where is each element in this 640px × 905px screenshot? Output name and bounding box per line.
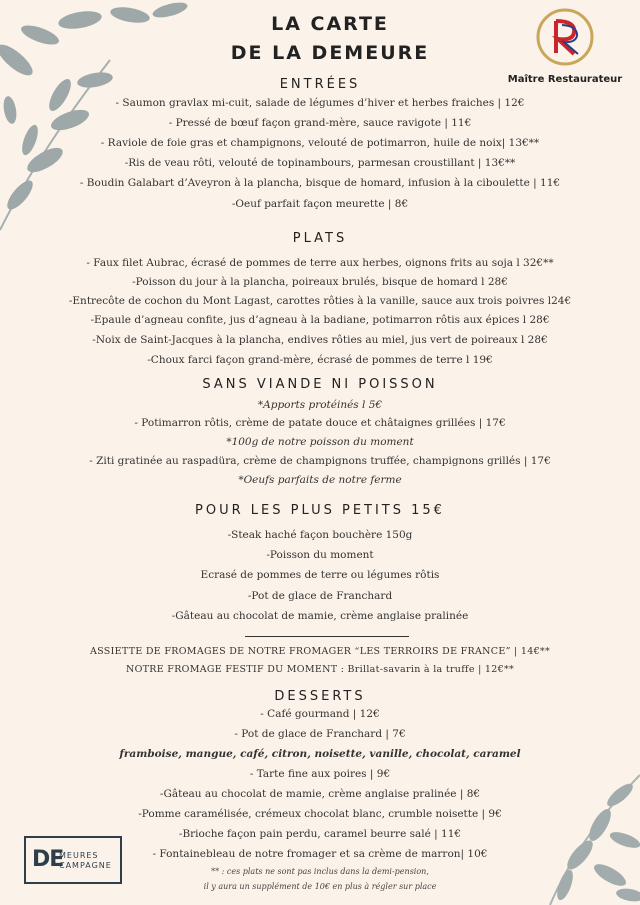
page-title-line-2: DE LA DEMEURE: [230, 42, 430, 64]
menu-item: -Noix de Saint-Jacques à la plancha, endives rôties au miel, jus vert de poireaux l 28€: [92, 334, 548, 346]
menu-item: - Pressé de bœuf façon grand-mère, sauce ravigote | 11€: [168, 117, 472, 129]
menu-item: -Entrecôte de cochon du Mont Lagast, carottes rôties à la vanille, sauce aux trois poivres l24€: [68, 295, 572, 307]
menu-item-flavours: framboise, mangue, café, citron, noisette, vanille, chocolat, caramel: [119, 748, 521, 760]
menu-item: -Oeuf parfait façon meurette | 8€: [231, 198, 409, 210]
menu-item: Ecrasé de pommes de terre ou légumes rôtis: [200, 569, 440, 581]
menu-item: - Potimarron rôtis, crème de patate douce et châtaignes grillées | 17€: [134, 417, 506, 429]
page-title-line-1: LA CARTE: [271, 13, 389, 35]
festive-cheese-label: NOTRE FROMAGE FESTIF DU MOMENT: [125, 664, 338, 675]
menu-item: - Tarte fine aux poires | 9€: [249, 768, 391, 780]
divider: [245, 636, 409, 637]
logo-de-letters: DE: [32, 847, 64, 872]
section-title-entrees: ENTRÉES: [279, 77, 361, 92]
menu-item: - Pot de glace de Franchard | 7€: [234, 728, 406, 740]
footnote-line-2: il y aura un supplément de 10€ en plus à régler sur place: [203, 882, 437, 891]
logo-word-campagne: CAMPAGNE: [59, 861, 112, 870]
logo-word-meures: MEURES: [59, 851, 99, 860]
section-title-petits: POUR LES PLUS PETITS 15€: [195, 503, 445, 518]
menu-item: - Faux filet Aubrac, écrasé de pommes de terre aux herbes, oignons frits au soja l 32€**: [86, 257, 554, 269]
menu-item: -Pot de glace de Franchard: [247, 590, 393, 602]
cheese-plate-line: ASSIETTE DE FROMAGES DE NOTRE FROMAGER “LES TERROIRS DE FRANCE” | 14€**: [89, 646, 551, 657]
menu-item: - Café gourmand | 12€: [260, 708, 380, 720]
maitre-restaurateur-emblem-icon: [534, 6, 596, 68]
festive-cheese-line: [0, 664, 640, 675]
menu-item: - Ziti gratinée au raspadüra, crème de champignons truffée, champignons grillés | 17€: [89, 455, 551, 467]
menu-item: - Saumon gravlax mi-cuit, salade de légumes d’hiver et herbes fraiches | 12€: [115, 97, 525, 109]
menu-item: -Brioche façon pain perdu, caramel beurre salé | 11€: [178, 828, 462, 840]
menu-item: -Ris de veau rôti, velouté de topinambours, parmesan croustillant | 13€**: [124, 157, 516, 169]
menu-item: - Raviole de foie gras et champignons, velouté de potimarron, huile de noix| 13€**: [100, 137, 540, 149]
menu-item: -Gâteau au chocolat de mamie, crème anglaise pralinée: [171, 610, 469, 622]
menu-item: -Epaule d’agneau confite, jus d’agneau à la badiane, potimarron rôtis aux épices l 28€: [90, 314, 550, 326]
menu-item: -Poisson du jour à la plancha, poireaux brulés, bisque de homard l 28€: [132, 276, 508, 288]
menu-item: - Fontainebleau de notre fromager et sa crème de marron| 10€: [152, 848, 488, 860]
menu-item: *Oeufs parfaits de notre ferme: [238, 474, 402, 486]
maitre-restaurateur-caption: Maître Restaurateur: [507, 74, 623, 85]
festive-cheese-detail: : Brillat-savarin à la truffe | 12€**: [337, 664, 515, 675]
footnote-line-1: ** : ces plats ne sont pas inclus dans la demi-pension,: [211, 867, 429, 876]
section-title-sans-viande: SANS VIANDE NI POISSON: [202, 377, 438, 392]
menu-item: -Pomme caramélisée, crémeux chocolat blanc, crumble noisette | 9€: [138, 808, 502, 820]
section-title-desserts: DESSERTS: [274, 689, 366, 704]
section-title-plats: PLATS: [292, 231, 348, 246]
menu-item: -Gâteau au chocolat de mamie, crème anglaise pralinée | 8€: [159, 788, 481, 800]
menu-item: *Apports protéinés l 5€: [257, 399, 383, 411]
menu-item: - Boudin Galabart d’Aveyron à la plancha, bisque de homard, infusion à la ciboulette | 11€: [79, 177, 561, 189]
menu-item: -Choux farci façon grand-mère, écrasé de pommes de terre l 19€: [147, 354, 493, 366]
menu-item: *100g de notre poisson du moment: [226, 436, 414, 448]
maitre-restaurateur-logo: [500, 6, 630, 85]
menu-item: -Poisson du moment: [266, 549, 374, 561]
menu-item: -Steak haché façon bouchère 150g: [227, 529, 413, 541]
demeures-campagne-logo: [24, 836, 122, 884]
